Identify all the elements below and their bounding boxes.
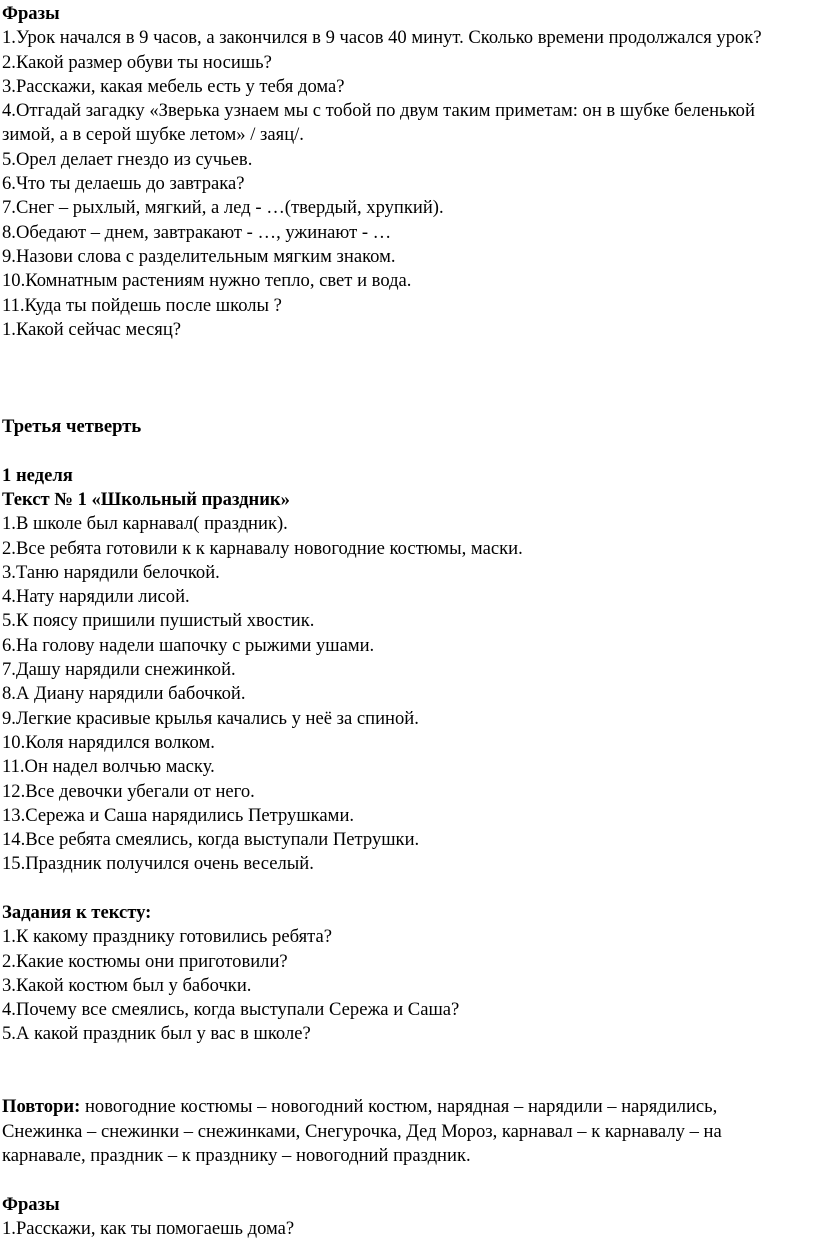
text-title: Текст № 1 «Школьный праздник» [2, 488, 290, 510]
task-item: 5.А какой праздник был у вас в школе? [2, 1023, 311, 1045]
text-sentence: 5.К поясу пришили пушистый хвостик. [2, 610, 315, 632]
task-item: 2.Какие костюмы они приготовили? [2, 950, 288, 972]
text-sentence: 10.Коля нарядился волком. [2, 731, 215, 753]
spacer [2, 391, 810, 415]
spacer [2, 342, 810, 366]
text-sentence: 15.Праздник получился очень веселый. [2, 853, 314, 875]
task-item: 3.Какой костюм был у бабочки. [2, 974, 252, 996]
phrase-item: 3.Расскажи, какая мебель есть у тебя дома? [2, 75, 345, 97]
spacer [2, 1047, 810, 1071]
phrase-item: 1.Какой сейчас месяц? [2, 318, 182, 340]
quarter-heading: Третья четверть [2, 416, 142, 438]
phrase-item: 4.Отгадай загадку «Зверька узнаем мы с тобой по двум таким приметам: он в шубке беленькой зимой, а в серой шубке летом» / заяц/. [2, 100, 755, 146]
text-sentence: 11.Он надел волчью маску. [2, 756, 215, 778]
text-sentence: 7.Дашу нарядили снежинкой. [2, 659, 236, 681]
repeat-paragraph-line: Снежинка – снежинки – снежинками, Снегурочка, Дед Мороз, карнавал – к карнавалу – на [2, 1120, 722, 1142]
text-sentence: 14.Все ребята смеялись, когда выступали Петрушки. [2, 829, 420, 851]
phrase-item: 8.Обедают – днем, завтракают - …, ужинают - … [2, 221, 392, 243]
phrase-item: 5.Орел делает гнездо из сучьев. [2, 148, 253, 170]
week-heading: 1 неделя [2, 464, 73, 486]
phrase-item: 2.Какой размер обуви ты носишь? [2, 51, 272, 73]
phrase-item: 1.Расскажи, как ты помогаешь дома? [2, 1217, 295, 1239]
phrases-heading: Фразы [2, 1193, 60, 1215]
text-sentence: 9.Легкие красивые крылья качались у неё за спиной. [2, 707, 419, 729]
text-sentence: 4.Нату нарядили лисой. [2, 586, 190, 608]
task-item: 1.К какому празднику готовились ребята? [2, 926, 333, 948]
text-sentence: 13.Сережа и Саша нарядились Петрушками. [2, 804, 355, 826]
repeat-paragraph-line: карнавале, праздник – к празднику – новогодний праздник. [2, 1144, 471, 1166]
repeat-paragraph-line [2, 1095, 810, 1119]
text-sentence: 2.Все ребята готовили к к карнавалу новогодние костюмы, маски. [2, 537, 523, 559]
phrase-item: 6.Что ты делаешь до завтрака? [2, 173, 245, 195]
phrase-item: 1.Урок начался в 9 часов, а закончился в 9 часов 40 минут. Сколько времени продолжался урок? [2, 27, 762, 49]
text-sentence: 3.Таню нарядили белочкой. [2, 561, 220, 583]
phrase-item: 10.Комнатным растениям нужно тепло, свет и вода. [2, 270, 412, 292]
phrase-item: 11.Куда ты пойдешь после школы ? [2, 294, 282, 316]
spacer [2, 1168, 810, 1192]
phrase-item: 7.Снег – рыхлый, мягкий, а лед - …(твердый, хрупкий). [2, 197, 444, 219]
text-sentence: 1.В школе был карнавал( праздник). [2, 513, 288, 535]
phrase-item: 9.Назови слова с разделительным мягким знаком. [2, 245, 396, 267]
spacer [2, 1071, 810, 1095]
text-sentence: 6.На голову надели шапочку с рыжими ушами. [2, 634, 375, 656]
task-item: 4.Почему все смеялись, когда выступали Сережа и Саша? [2, 999, 460, 1021]
repeat-text: новогодние костюмы – новогодний костюм, нарядная – нарядили – нарядились, [80, 1096, 718, 1118]
repeat-label: Повтори: [2, 1096, 81, 1118]
text-sentence: 8.А Диану нарядили бабочкой. [2, 683, 246, 705]
tasks-heading: Задания к тексту: [2, 901, 152, 923]
spacer [2, 366, 810, 390]
spacer [2, 877, 810, 901]
text-sentence: 12.Все девочки убегали от него. [2, 780, 255, 802]
phrases-heading: Фразы [2, 3, 60, 24]
spacer [2, 439, 810, 463]
